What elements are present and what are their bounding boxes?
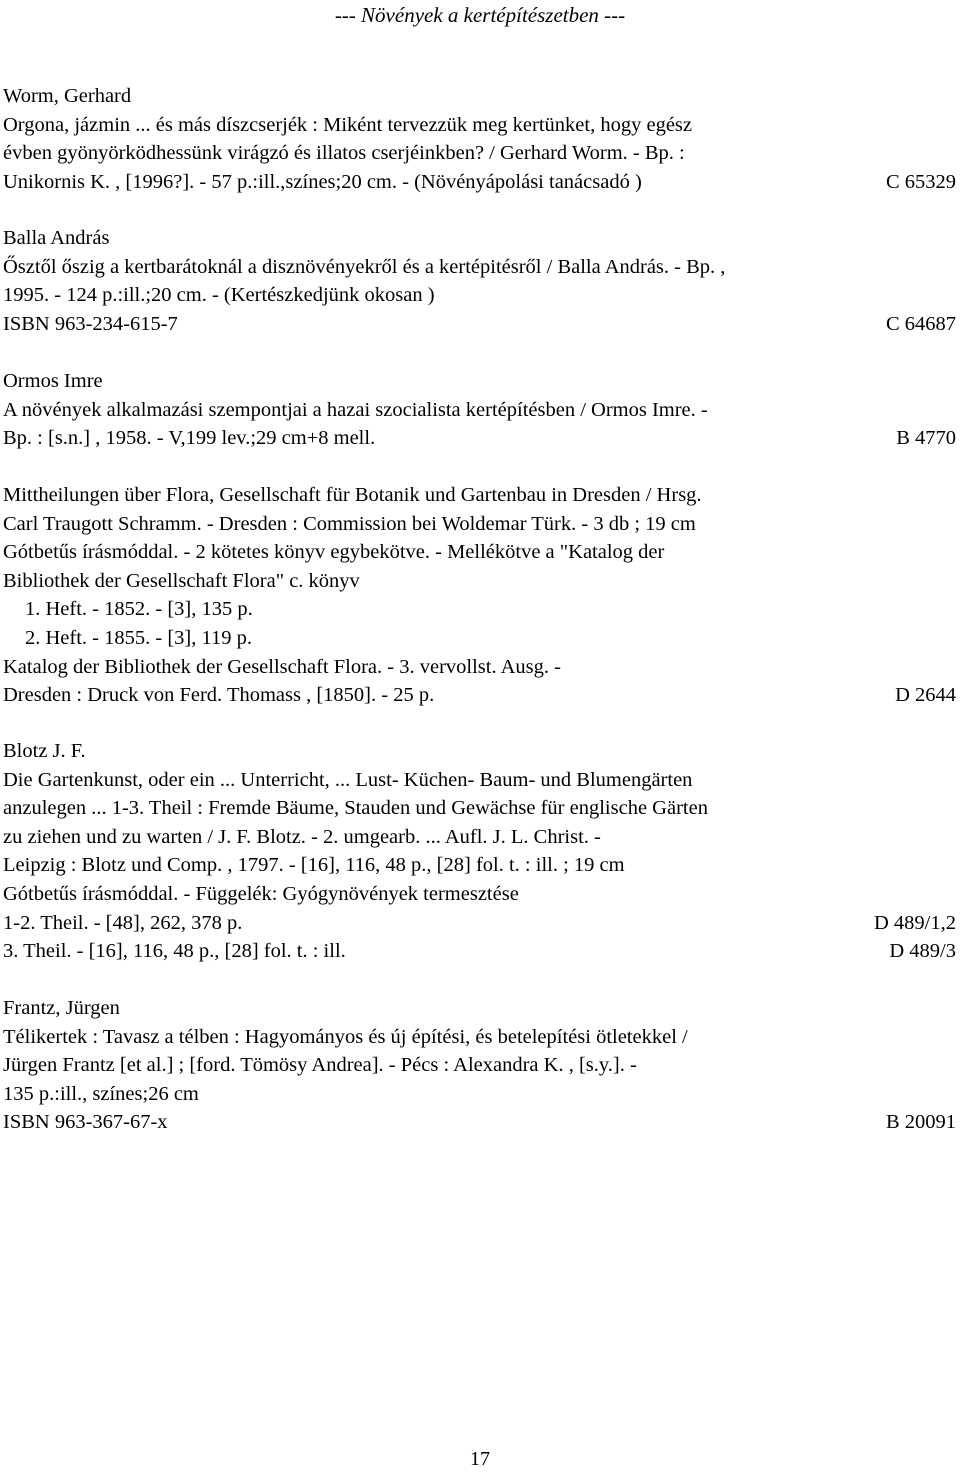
- entry-author: Ormos Imre: [3, 370, 103, 392]
- entry-author: Balla András: [3, 227, 110, 249]
- catalog-entry-blotz: [3, 737, 958, 966]
- catalog-entry-frantz: [3, 994, 958, 1137]
- entry-line: Gótbetűs írásmóddal. - 2 kötetes könyv egybekötve. - Mellékötve a "Katalog der: [3, 541, 665, 564]
- entry-line: [3, 168, 958, 197]
- volume-line: 1. Heft. - 1852. - [3], 135 p.: [25, 598, 253, 621]
- entry-line: Ősztől őszig a kertbarátoknál a disznövényekről és a kertépitésről / Balla András. - Bp. ,: [3, 255, 726, 278]
- entry-author: Blotz J. F.: [3, 740, 86, 762]
- shelfmark: B 20091: [885, 1111, 956, 1134]
- catalog-entry-mittheilungen: [3, 481, 958, 710]
- entry-author: Worm, Gerhard: [3, 85, 132, 107]
- entry-line: [3, 681, 958, 710]
- entry-line: Orgona, jázmin ... és más díszcserjék : Miként tervezzük meg kertünket, hogy egész: [3, 113, 693, 136]
- volume-line: 2. Heft. - 1855. - [3], 119 p.: [25, 626, 252, 649]
- entry-title: Mittheilungen über Flora, Gesellschaft für Botanik und Gartenbau in Dresden / Hrsg.: [3, 484, 702, 506]
- catalog-entry-worm: [3, 82, 958, 196]
- shelfmark: D 489/3: [889, 940, 956, 963]
- entry-line-text: Bp. : [s.n.] , 1958. - V,199 lev.;29 cm+8 mell.: [3, 427, 376, 450]
- entry-line: [3, 1108, 958, 1137]
- entry-line: Carl Traugott Schramm. - Dresden : Commission bei Woldemar Türk. - 3 db ; 19 cm: [3, 512, 696, 535]
- entry-line: Gótbetűs írásmóddal. - Függelék: Gyógynövények termesztése: [3, 882, 519, 905]
- volume-line: [3, 937, 958, 966]
- entry-line: A növények alkalmazási szempontjai a hazai szocialista kertépítésben / Ormos Imre. -: [3, 398, 708, 421]
- entry-line-text: 3. Theil. - [16], 116, 48 p., [28] fol. t. : ill.: [3, 940, 346, 963]
- catalog-entry-balla: [3, 224, 958, 338]
- entry-line: zu ziehen und zu warten / J. F. Blotz. - 2. umgearb. ... Aufl. J. L. Christ. -: [3, 825, 601, 848]
- entry-line: Bibliothek der Gesellschaft Flora" c. könyv: [3, 569, 360, 592]
- entry-line: évben gyönyörködhessünk virágzó és illatos cserjéinkben? / Gerhard Worm. - Bp. :: [3, 142, 685, 165]
- entry-line: Jürgen Frantz [et al.] ; [ford. Tömösy Andrea]. - Pécs : Alexandra K. , [s.y.]. -: [3, 1054, 637, 1077]
- entry-line-text: 1-2. Theil. - [48], 262, 378 p.: [3, 911, 243, 934]
- entry-line: anzulegen ... 1-3. Theil : Fremde Bäume, Stauden und Gewächse für englische Gärten: [3, 797, 708, 820]
- entry-line: Die Gartenkunst, oder ein ... Unterricht, ... Lust- Küchen- Baum- und Blumengärten: [3, 768, 693, 791]
- entry-line: Katalog der Bibliothek der Gesellschaft Flora. - 3. vervollst. Ausg. -: [3, 655, 561, 678]
- entry-line-text: Unikornis K. , [1996?]. - 57 p.:ill.,színes;20 cm. - (Növényápolási tanácsadó ): [3, 170, 642, 193]
- entry-line: 1995. - 124 p.:ill.;20 cm. - (Kertészkedjünk okosan ): [3, 284, 435, 307]
- shelfmark: D 489/1,2: [874, 911, 956, 934]
- shelfmark: C 65329: [885, 170, 956, 193]
- volume-line: [3, 909, 958, 938]
- shelfmark: B 4770: [896, 427, 956, 450]
- catalog-entry-ormos: [3, 367, 958, 453]
- entry-isbn: ISBN 963-367-67-x: [3, 1111, 168, 1134]
- page-number: 17: [470, 1448, 490, 1470]
- entry-author: Frantz, Jürgen: [3, 997, 120, 1019]
- entry-isbn: ISBN 963-234-615-7: [3, 312, 178, 335]
- entry-line: Télikertek : Tavasz a télben : Hagyományos és új építési, és betelepítési ötletekkel /: [3, 1025, 688, 1048]
- running-header: --- Növények a kertépítészetben ---: [334, 3, 626, 27]
- entry-line-text: Dresden : Druck von Ferd. Thomass , [1850]. - 25 p.: [3, 684, 435, 707]
- entry-line: 135 p.:ill., színes;26 cm: [3, 1082, 199, 1105]
- entry-line: [3, 424, 958, 453]
- shelfmark: C 64687: [885, 312, 956, 335]
- shelfmark: D 2644: [895, 684, 956, 707]
- entry-line: Leipzig : Blotz und Comp. , 1797. - [16], 116, 48 p., [28] fol. t. : ill. ; 19 cm: [3, 854, 625, 877]
- entry-line: [3, 310, 958, 339]
